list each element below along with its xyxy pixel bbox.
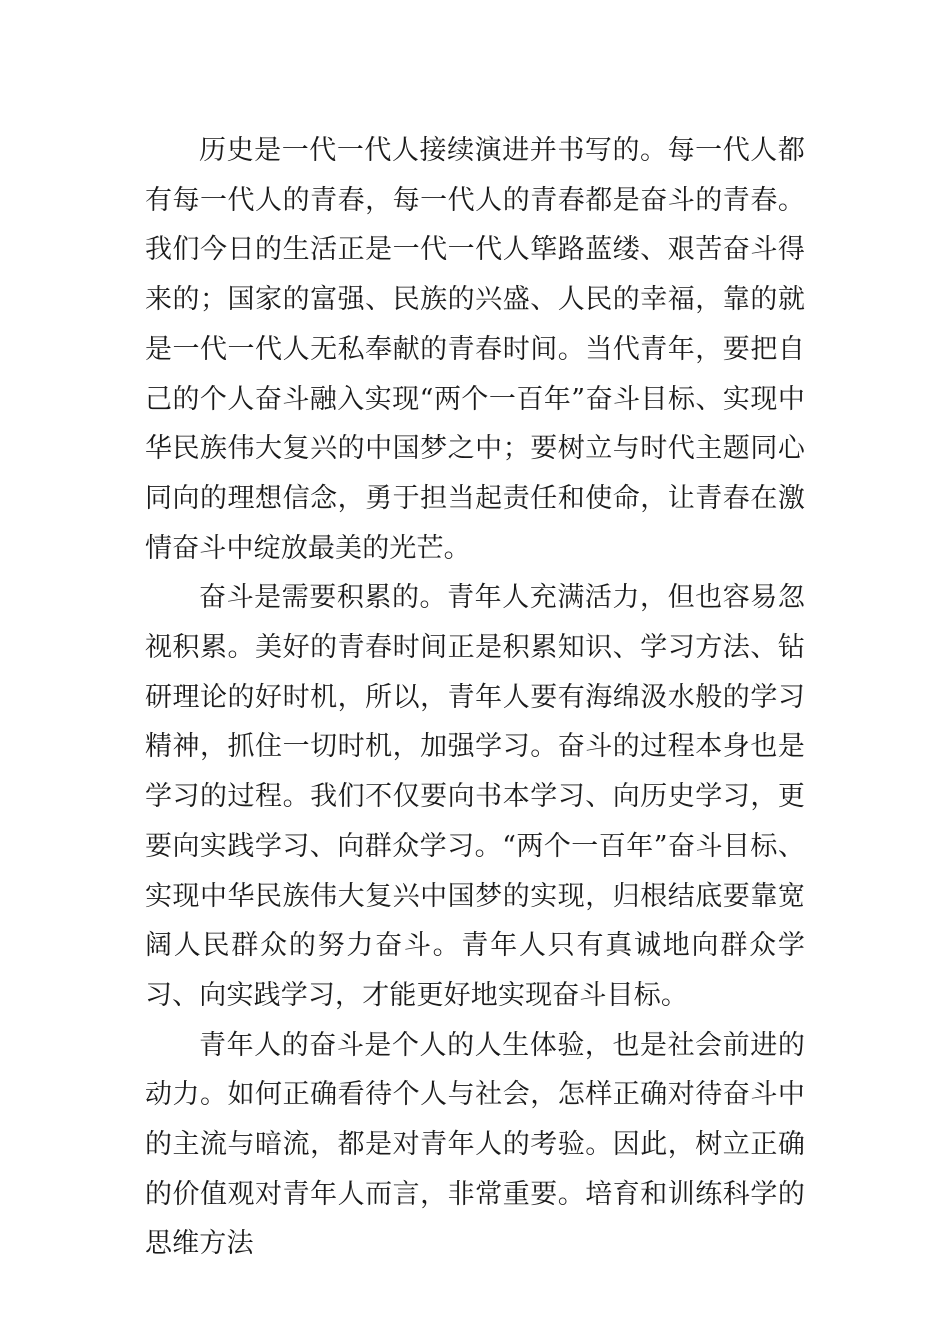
paragraph-1: 历史是一代一代人接续演进并书写的。每一代人都有每一代人的青春，每一代人的青春都是奋斗的青春。我们今日的生活正是一代一代人筚路蓝缕、艰苦奋斗得来的；国家的富强、民族的兴盛、人民的幸福，靠的就是一代一代人无私奉献的青春时间。当代青年，要把自己的个人奋斗融入实现“两个一百年”奋斗目标、实现中华民族伟大复兴的中国梦之中；要树立与时代主题同心同向的理想信念，勇于担当起责任和使命，让青春在激情奋斗中绽放最美的光芒。: [145, 135, 805, 564]
paragraph-2: 奋斗是需要积累的。青年人充满活力，但也容易忽视积累。美好的青春时间正是积累知识、学习方法、钻研理论的好时机，所以，青年人要有海绵汲水般的学习精神，抓住一切时机，加强学习。奋斗的过程本身也是学习的过程。我们不仅要向书本学习、向历史学习，更要向实践学习、向群众学习。“两个一百年”奋斗目标、实现中华民族伟大复兴中国梦的实现，归根结底要靠宽阔人民群众的努力奋斗。青年人只有真诚地向群众学习、向实践学习，才能更好地实现奋斗目标。: [145, 582, 805, 1011]
paragraph-3: 青年人的奋斗是个人的人生体验，也是社会前进的动力。如何正确看待个人与社会，怎样正确对待奋斗中的主流与暗流，都是对青年人的考验。因此，树立正确的价值观对青年人而言，非常重要。培育和训练科学的思维方法: [145, 1029, 805, 1260]
document-body: [145, 126, 805, 1269]
